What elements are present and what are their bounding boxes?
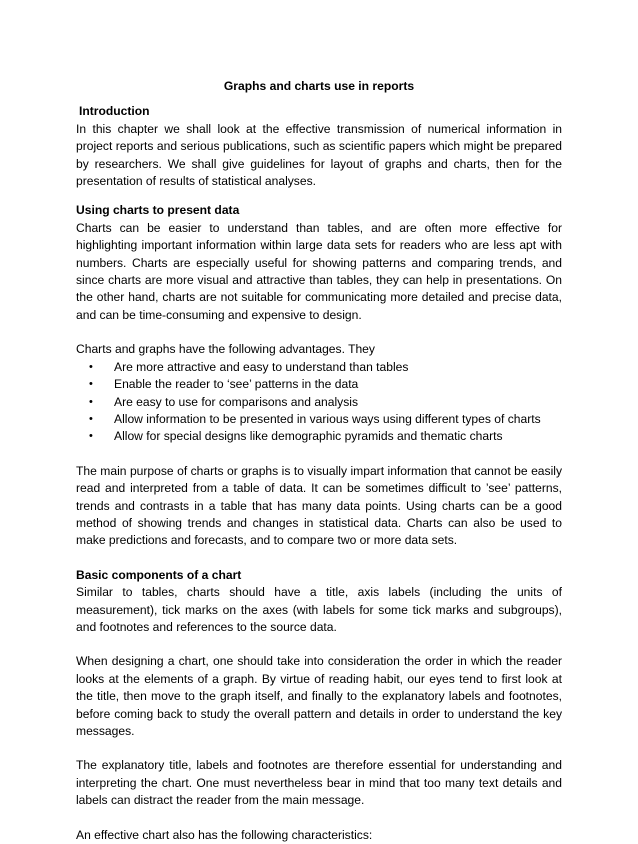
document-title: Graphs and charts use in reports (223, 79, 415, 93)
list-item (89, 394, 562, 411)
bullet-icon: • (89, 412, 93, 425)
advantages-list (76, 359, 562, 446)
list-item (89, 411, 562, 428)
bullet-icon: • (89, 360, 93, 373)
advantages-intro: Charts and graphs have the following advantages. They (76, 342, 375, 357)
list-item-text: Allow for special designs like demographic pyramids and thematic charts (114, 429, 503, 444)
list-item (89, 359, 562, 376)
using-charts-heading: Using charts to present data (76, 203, 240, 218)
list-item-text: Are more attractive and easy to understand than tables (114, 359, 409, 374)
basic-components-heading: Basic components of a chart (76, 567, 242, 582)
bullet-icon: • (89, 430, 93, 443)
bullet-icon: • (89, 395, 93, 408)
explanatory-paragraph: The explanatory title, labels and footnotes are therefore essential for understanding and interpreting the chart. One must nevertheless bear in mind that too many text details and labels can distract the reader from the main message. (76, 758, 562, 808)
introduction-paragraph: In this chapter we shall look at the effective transmission of numerical information in project reports and serious publications, such as scientific papers which might be prepared by researchers. We shall give guidelines for layout of graphs and charts, then for the presentation of results of statistical analyses. (76, 121, 562, 189)
designing-paragraph: When designing a chart, one should take into consideration the order in which the reader looks at the elements of a graph. By virtue of reading habit, our eyes tend to first look at the title, then move to the graph itself, and finally to the explanatory labels and footnotes, before coming back to study the overall pattern and details in order to understand the key messages. (76, 654, 562, 738)
introduction-heading: Introduction (79, 104, 150, 119)
list-item (89, 376, 562, 393)
characteristics-intro: An effective chart also has the following characteristics: (76, 827, 373, 842)
document-page (76, 78, 562, 844)
list-item-text: Allow information to be presented in various ways using different types of charts (114, 411, 541, 426)
components-paragraph: Similar to tables, charts should have a title, axis labels (including the units of measurement), tick marks on the axes (with labels for some tick marks and subgroups), and footnotes and references to the source data. (76, 585, 562, 634)
bullet-icon: • (89, 378, 93, 391)
list-item (89, 428, 562, 445)
using-charts-paragraph: Charts can be easier to understand than tables, and are often more effective for highlighting important information within large data sets for readers who are less apt with numbers. Charts are especially useful for showing patterns and comparing trends, and since charts are more visual and attractive than tables, they can help in presentations. On the other hand, charts are not suitable for communicating more detailed and precise data, and can be time-consuming and expensive to design. (76, 220, 562, 322)
list-item-text: Are easy to use for comparisons and analysis (114, 394, 359, 409)
purpose-paragraph: The main purpose of charts or graphs is to visually impart information that cannot be easily read and interpreted from a table of data. It can be sometimes difficult to ’see’ patterns, trends and contrasts in a table that has many data points. Using charts can be a good method of showing trends and changes in statistical data. Charts can also be used to make predictions and forecasts, and to compare two or more data sets. (76, 463, 562, 548)
list-item-text: Enable the reader to ‘see’ patterns in the data (114, 377, 359, 392)
